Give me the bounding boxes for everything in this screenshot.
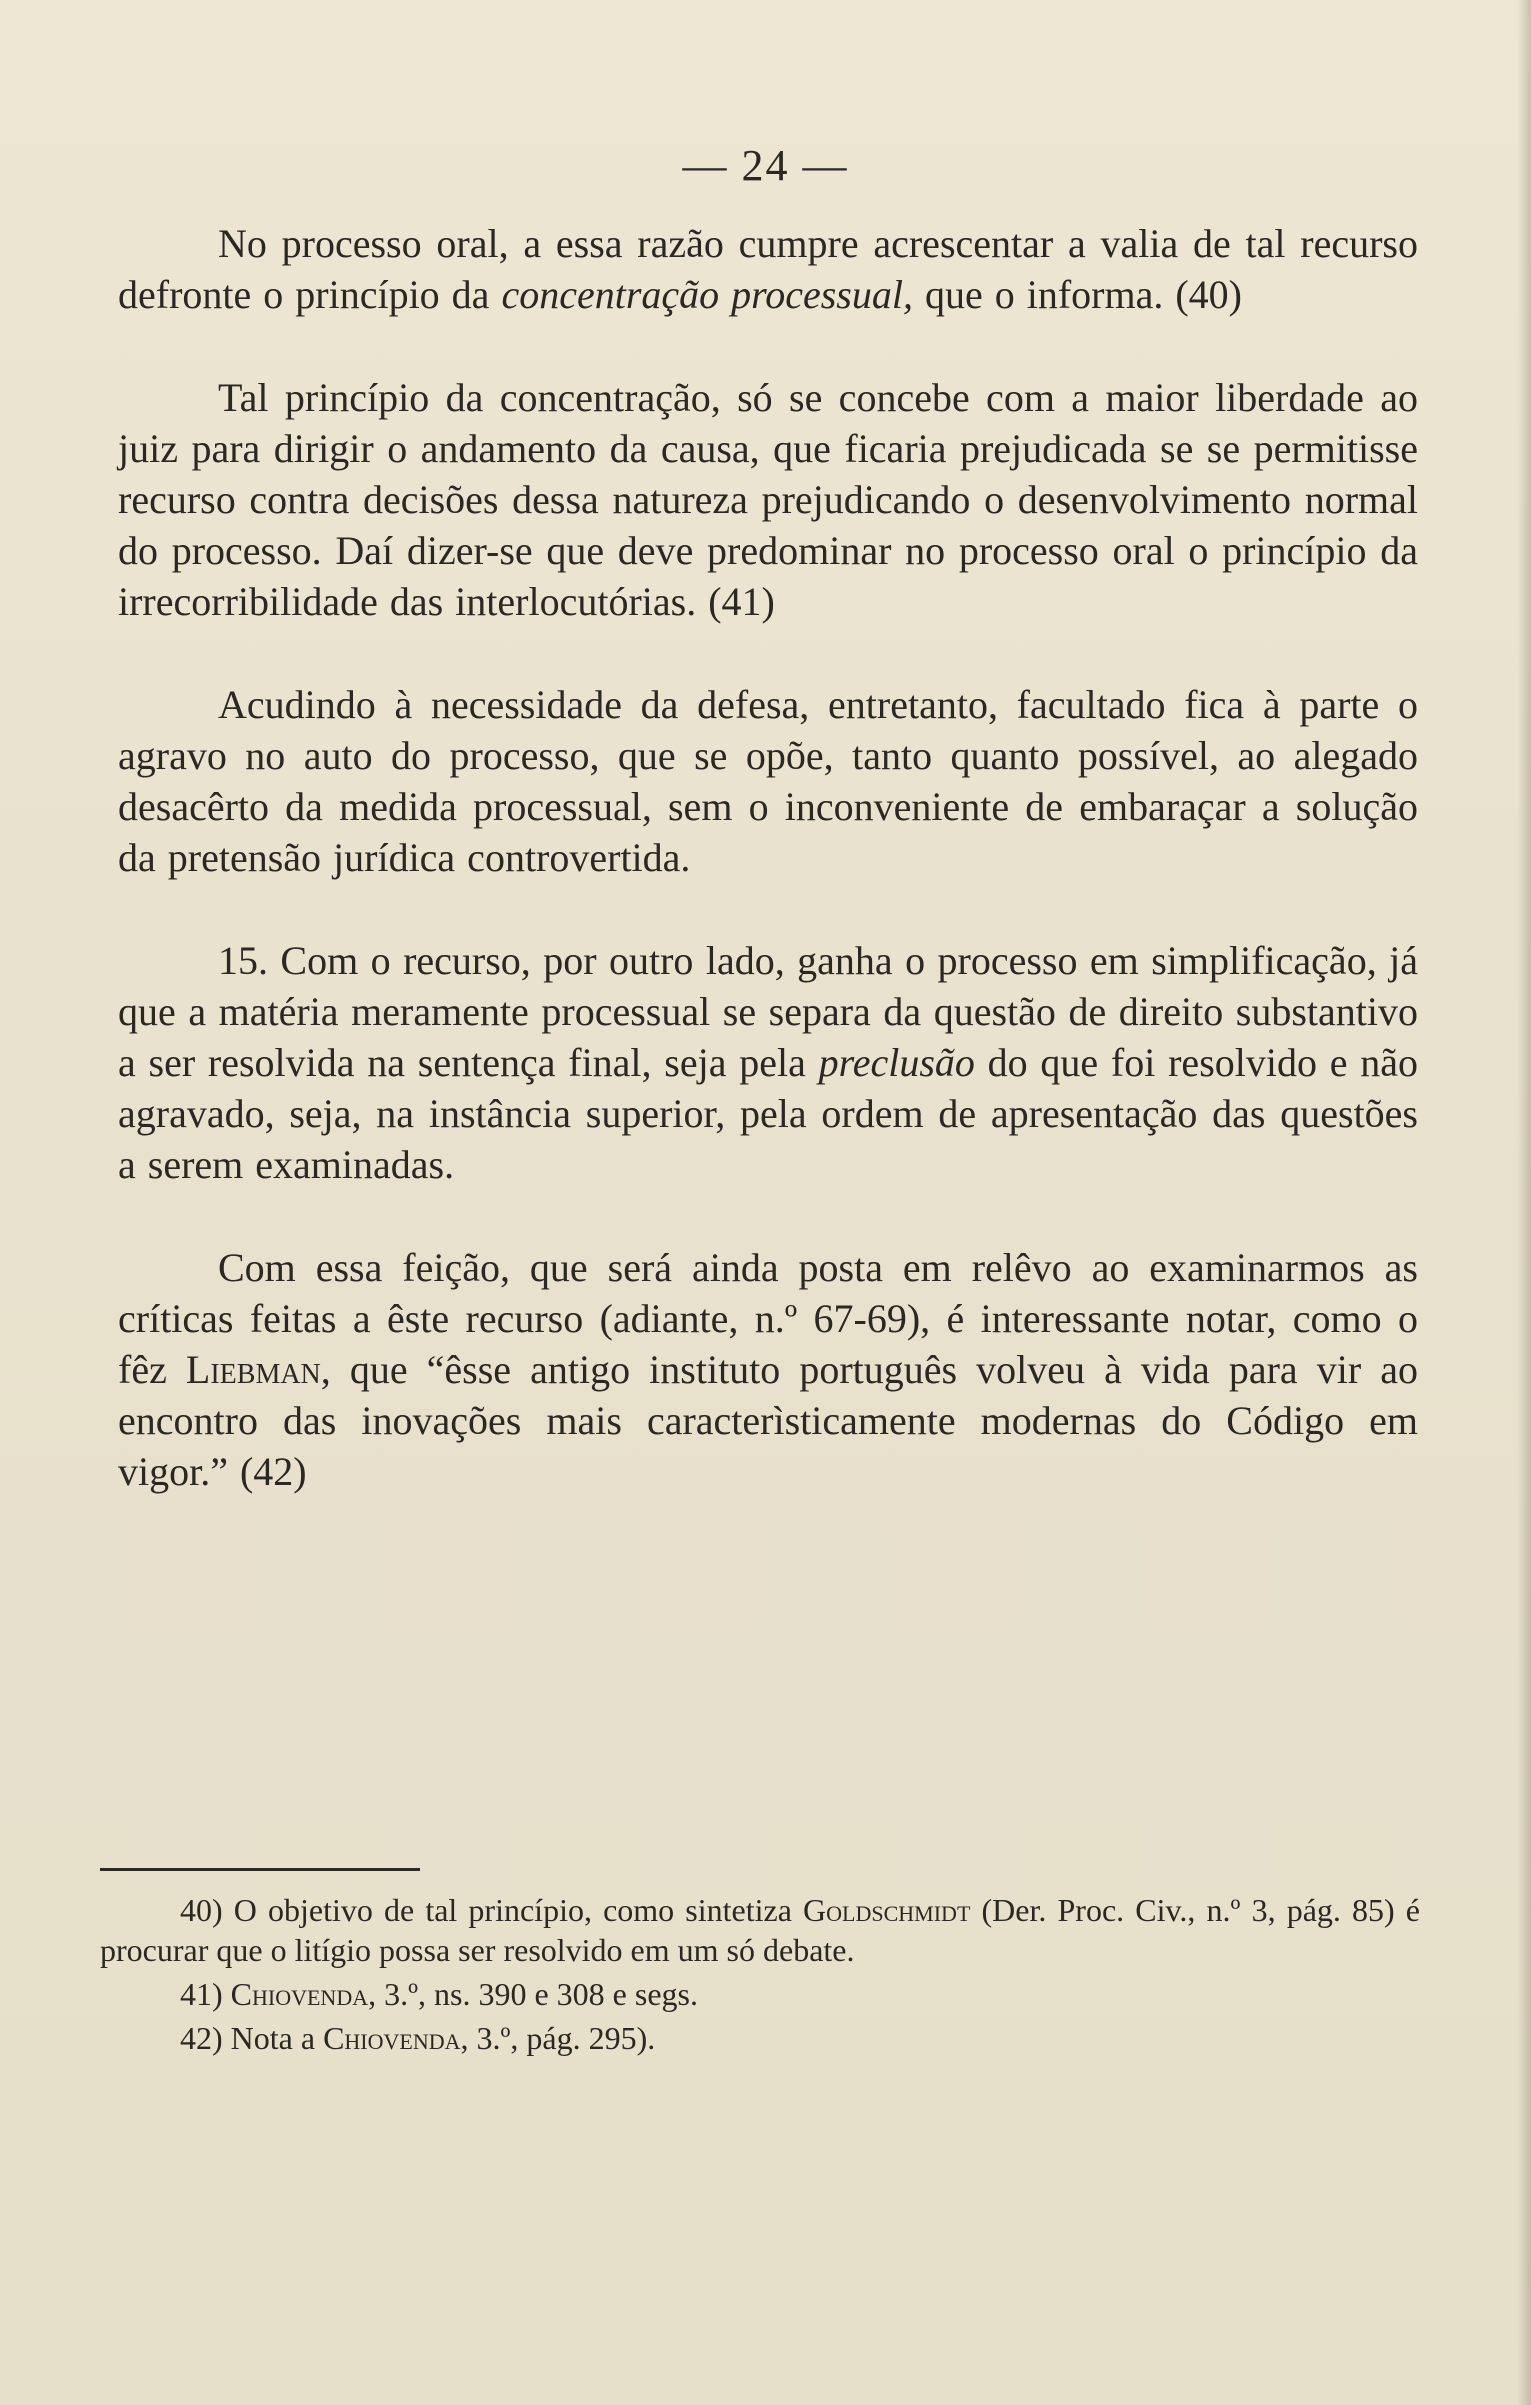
paragraph-text: Com essa feição, que será ainda posta em relêvo ao examinarmos as críticas feitas a êste recurso (adiante, n.º 67-69), é interessante notar, como o fêz (118, 1245, 1418, 1392)
body-text (118, 218, 1418, 1549)
paragraph-text: , que “êsse antigo instituto português volveu à vida para vir ao encontro das inovações mais caracterìsticamente modernas do Código em vigor.” (42) (118, 1347, 1419, 1494)
author-name: Chiovenda (323, 2020, 461, 2056)
paragraph-italic-term: preclusão (818, 1040, 975, 1085)
footnote-text: 41) (180, 1976, 231, 2012)
footnote-text: , 3.º, pág. 295). (460, 2020, 656, 2056)
footnote-40 (100, 1890, 1420, 1970)
paragraph-concentration-intro (118, 218, 1418, 320)
page-number: — 24 — (682, 141, 849, 190)
author-name: Liebman (185, 1347, 321, 1392)
paragraph-text: que o informa. (40) (912, 272, 1242, 317)
footnote-text: (Der. Proc. Civ., n.º 3, pág. 85) é procurar que o litígio possa ser resolvido em um só debate. (100, 1892, 1421, 1968)
footnote-text: , 3.º, ns. 390 e 308 e segs. (368, 1976, 698, 2012)
footnote-41 (100, 1974, 1420, 2014)
footnote-text: 42) Nota a (180, 2020, 324, 2056)
paragraph-text: do que foi resolvido e não agravado, seja, na instância superior, pela ordem de apresentação das questões a serem examinadas. (118, 1040, 1419, 1187)
paragraph-section-15 (118, 935, 1418, 1190)
paragraph-text: No processo oral, a essa razão cumpre acrescentar a valia de tal recurso defronte o princípio da (118, 221, 1418, 317)
paragraph-text: 15. Com o recurso, por outro lado, ganha o processo em simplificação, já que a matéria meramente processual se separa da questão de direito substantivo a ser resolvida na sentença final, seja pela (118, 938, 1418, 1085)
paragraph-liebman-quote (118, 1242, 1418, 1497)
paragraph-defense-agravo: Acudindo à necessidade da defesa, entretanto, facultado fica à parte o agravo no auto do processo, que se opõe, tanto quanto possível, ao alegado desacêrto da medida processual, sem o inconveniente de embaraçar a solução da pretensão jurídica controvertida. (118, 682, 1418, 880)
page-edge-shadow (1517, 0, 1531, 2405)
footnote-42 (100, 2018, 1420, 2058)
paragraph-concentration-principle: Tal princípio da concentração, só se concebe com a maior liberdade ao juiz para dirigir o andamento da causa, que ficaria prejudicada se se permitisse recurso contra decisões dessa natureza prejudicando o desenvolvimento normal do processo. Daí dizer-se que deve predominar no processo oral o princípio da irrecorribilidade das interlocutórias. (41) (118, 375, 1418, 624)
author-name: Chiovenda (230, 1976, 369, 2012)
footnotes (100, 1890, 1420, 2058)
footnote-text: 40) O objetivo de tal princípio, como sintetiza (180, 1892, 804, 1928)
author-name: Goldschmidt (803, 1892, 971, 1928)
footnote-divider (100, 1868, 420, 1871)
paragraph-italic-term: concentração processual, (501, 272, 913, 317)
